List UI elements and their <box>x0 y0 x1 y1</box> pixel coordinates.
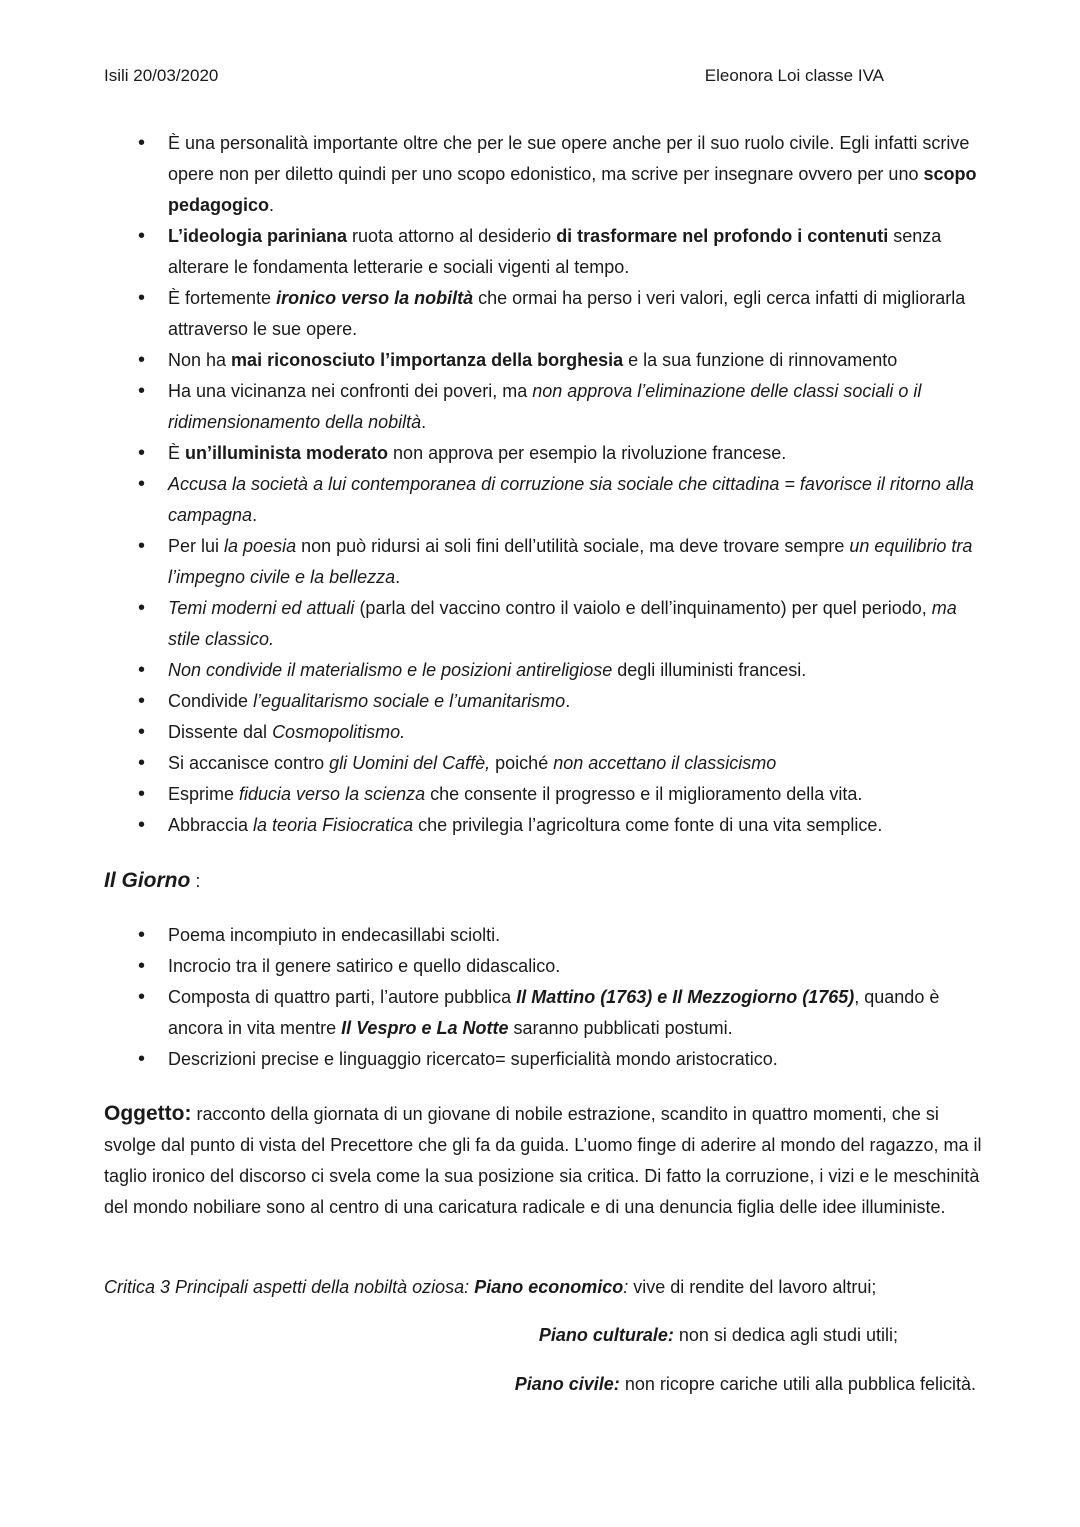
list-item: • Non condivide il materialismo e le posizioni antireligiose degli illuministi francesi. <box>138 655 978 686</box>
list-item: • Si accanisce contro gli Uomini del Caffè, poiché non accettano il classicismo <box>138 748 978 779</box>
critica-intro: Critica 3 Principali aspetti della nobiltà oziosa: <box>104 1277 475 1297</box>
list-item: • È fortemente ironico verso la nobiltà che ormai ha perso i veri valori, egli cerca infatti di migliorarla attraverso le sue opere. <box>138 283 978 345</box>
header-place-date: Isili 20/03/2020 <box>104 66 219 85</box>
oggetto-paragraph <box>104 1098 984 1223</box>
list-item: • È una personalità importante oltre che per le sue opere anche per il suo ruolo civile. Egli infatti scrive opere non per diletto quindi per uno scopo edonistico, ma scrive per insegnare ovvero per uno scopo pedagogico. <box>138 128 978 221</box>
oggetto-text: racconto della giornata di un giovane di nobile estrazione, scandito in quattro momenti, che si svolge dal punto di vista del Precettore che gli fa da guida. L’uomo finge di aderire al mondo del ragazzo, ma il taglio ironico del discorso ci svela come la sua posizione sia critica. Di fatto la corruzione, i vizi e le meschinità del mondo nobiliare sono al centro di una caricatura radicale e di una denuncia figlia delle idee illuministe. <box>104 1104 982 1217</box>
critica-line-economico: Critica 3 Principali aspetti della nobiltà oziosa: Piano economico: vive di rendite del lavoro altrui; <box>104 1277 877 1297</box>
list-item: • Non ha mai riconosciuto l’importanza della borghesia e la sua funzione di rinnovamento <box>138 345 978 376</box>
list-item: • Accusa la società a lui contemporanea di corruzione sia sociale che cittadina = favorisce il ritorno alla campagna. <box>138 469 978 531</box>
list-item: • Ha una vicinanza nei confronti dei poveri, ma non approva l’eliminazione delle classi sociali o il ridimensionamento della nobiltà. <box>138 376 978 438</box>
il-giorno-list <box>138 920 978 1075</box>
list-item: • È un’illuminista moderato non approva per esempio la rivoluzione francese. <box>138 438 978 469</box>
list-item: • Esprime fiducia verso la scienza che consente il progresso e il miglioramento della vita. <box>138 779 978 810</box>
oggetto-label: Oggetto: <box>104 1102 192 1125</box>
critica-line-civile: Piano civile: non ricopre cariche utili alla pubblica felicità. <box>514 1374 976 1394</box>
list-item: • Composta di quattro parti, l’autore pubblica Il Mattino (1763) e Il Mezzogiorno (1765), quando è ancora in vita mentre Il Vespro e La Notte saranno pubblicati postumi. <box>138 982 978 1044</box>
list-item: • Temi moderni ed attuali (parla del vaccino contro il vaiolo e dell’inquinamento) per quel periodo, ma stile classico. <box>138 593 978 655</box>
parini-traits-list <box>138 128 978 841</box>
page-header <box>104 66 884 90</box>
list-item: • Descrizioni precise e linguaggio ricercato= superficialità mondo aristocratico. <box>138 1044 978 1075</box>
list-item: • L’ideologia pariniana ruota attorno al desiderio di trasformare nel profondo i contenuti senza alterare le fondamenta letterarie e sociali vigenti al tempo. <box>138 221 978 283</box>
list-item: • Per lui la poesia non può ridursi ai soli fini dell’utilità sociale, ma deve trovare sempre un equilibrio tra l’impegno civile e la bellezza. <box>138 531 978 593</box>
critica-line-culturale: Piano culturale: non si dedica agli studi utili; <box>538 1325 898 1345</box>
list-item: • Poema incompiuto in endecasillabi sciolti. <box>138 920 978 951</box>
list-item: • Incrocio tra il genere satirico e quello didascalico. <box>138 951 978 982</box>
list-item: • Dissente dal Cosmopolitismo. <box>138 717 978 748</box>
header-author: Eleonora Loi classe IVA <box>704 66 884 85</box>
list-item: • Condivide l’egualitarismo sociale e l’umanitarismo. <box>138 686 978 717</box>
list-item: • Abbraccia la teoria Fisiocratica che privilegia l’agricoltura come fonte di una vita semplice. <box>138 810 978 841</box>
section-heading-il-giorno: Il Giorno : <box>104 869 201 892</box>
